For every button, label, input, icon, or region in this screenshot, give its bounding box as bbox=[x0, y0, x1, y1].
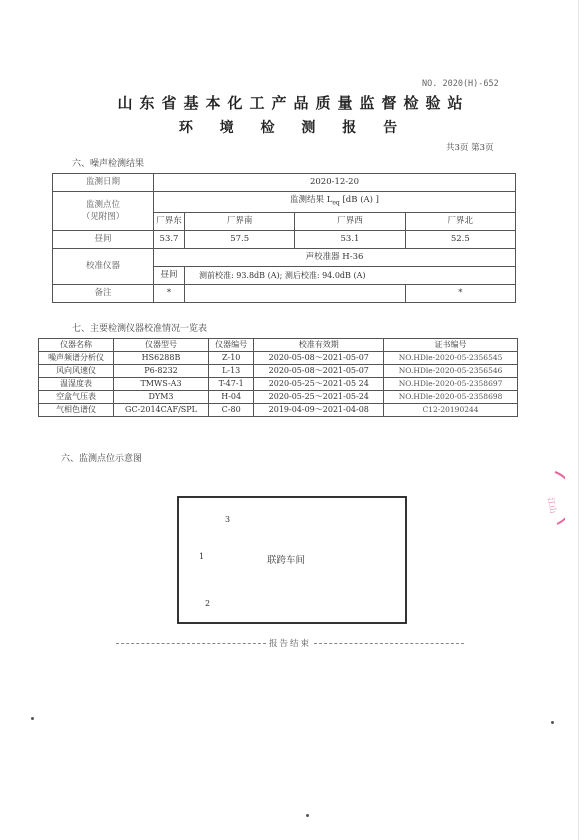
noise-section-title: 六、噪声检测结果 bbox=[72, 159, 145, 169]
instrument-name: 噪声频谱分析仪 bbox=[39, 352, 114, 365]
instrument-model: GC-2014CAF/SPL bbox=[114, 404, 209, 417]
remark-label: 备注 bbox=[53, 284, 154, 302]
seal-arc bbox=[555, 472, 565, 524]
end-dash-left bbox=[116, 643, 266, 644]
institution-name: 山东省基本化工产品质量监督检验站 bbox=[117, 94, 470, 112]
daytime-value: 53.7 bbox=[154, 230, 185, 248]
valid-period: 2019-04-09～2021-04-08 bbox=[254, 404, 384, 417]
valid-period: 2020-05-08～2021-05-07 bbox=[254, 352, 384, 365]
result-unit: [dB (A) ] bbox=[342, 195, 379, 205]
valid-period: 2020-05-08～2021-05-07 bbox=[254, 365, 384, 378]
noise-results-table bbox=[52, 173, 516, 303]
report-end-text: 报告结束 bbox=[268, 639, 311, 649]
instrument-id: L-13 bbox=[208, 365, 254, 378]
column-header: 仪器名称 bbox=[39, 339, 114, 352]
certificate-number: NO.HDle-2020-05-2358698 bbox=[384, 391, 518, 404]
page-info: 共3页 第3页 bbox=[446, 143, 494, 153]
equipment-table bbox=[38, 338, 518, 417]
scan-speck bbox=[306, 814, 309, 817]
equipment-section-title: 七、主要检测仪器校准情况一览表 bbox=[72, 324, 208, 334]
valid-period: 2020-05-25～2021-05-24 bbox=[254, 391, 384, 404]
point-name: 厂界北 bbox=[405, 212, 515, 230]
instrument-name: 温湿度表 bbox=[39, 378, 114, 391]
instrument-name: 空盒气压表 bbox=[39, 391, 114, 404]
calibration-period: 昼间 bbox=[154, 266, 185, 284]
point-name: 厂界南 bbox=[185, 212, 295, 230]
diagram-section-title: 六、监测点位示意图 bbox=[61, 454, 143, 464]
monitoring-point-3: 3 bbox=[225, 515, 231, 524]
point-name: 厂界西 bbox=[295, 212, 405, 230]
official-seal-stamp bbox=[505, 468, 565, 528]
daytime-label: 昼间 bbox=[53, 230, 154, 248]
point-name: 厂界东 bbox=[154, 212, 185, 230]
table-row bbox=[39, 391, 518, 404]
date-value: 2020-12-20 bbox=[154, 174, 516, 192]
calibrator-name: 声校准器 H-36 bbox=[154, 248, 516, 266]
certificate-number: NO.HDle-2020-05-2356545 bbox=[384, 352, 518, 365]
instrument-model: TMWS-A3 bbox=[114, 378, 209, 391]
instrument-model: P6-8232 bbox=[114, 365, 209, 378]
instrument-id: T-47-1 bbox=[208, 378, 254, 391]
workshop-label: 联跨车间 bbox=[267, 555, 306, 566]
calibration-label: 校准仪器 bbox=[53, 248, 154, 284]
table-row bbox=[53, 192, 516, 213]
report-number: NO. 2020(H)-652 bbox=[422, 79, 499, 89]
column-header: 校准有效期 bbox=[254, 339, 384, 352]
point-label bbox=[53, 192, 154, 231]
column-header: 证书编号 bbox=[384, 339, 518, 352]
table-row bbox=[53, 174, 516, 192]
table-row bbox=[53, 230, 516, 248]
remark-mid bbox=[185, 284, 406, 302]
certificate-number: NO.HDle-2020-05-2356546 bbox=[384, 365, 518, 378]
scan-speck bbox=[551, 721, 554, 724]
instrument-name: 气相色谱仪 bbox=[39, 404, 114, 417]
report-title: 环 境 检 测 报 告 bbox=[178, 120, 409, 136]
table-row bbox=[53, 248, 516, 266]
scan-speck bbox=[31, 717, 34, 720]
calibration-after: 测后校准: 94.0dB (A) bbox=[284, 270, 366, 280]
valid-period: 2020-05-25～2021-05 24 bbox=[254, 378, 384, 391]
daytime-value: 57.5 bbox=[185, 230, 295, 248]
certificate-number: C12-20190244 bbox=[384, 404, 518, 417]
monitoring-point-diagram bbox=[177, 496, 407, 624]
result-header-text: 监测结果 L bbox=[290, 195, 333, 205]
monitoring-point-1: 1 bbox=[199, 552, 205, 561]
remark-left: * bbox=[154, 284, 185, 302]
daytime-value: 52.5 bbox=[405, 230, 515, 248]
instrument-id: Z-10 bbox=[208, 352, 254, 365]
date-label: 监测日期 bbox=[53, 174, 154, 192]
result-header-sub: eq bbox=[332, 199, 340, 207]
result-header bbox=[154, 192, 516, 213]
calibration-before: 测前校准: 93.8dB (A); bbox=[199, 270, 283, 280]
column-header: 仪器编号 bbox=[208, 339, 254, 352]
table-header-row bbox=[39, 339, 518, 352]
end-dash-right bbox=[314, 643, 464, 644]
table-row bbox=[39, 365, 518, 378]
table-row bbox=[39, 378, 518, 391]
certificate-number: NO.HDle-2020-05-2358697 bbox=[384, 378, 518, 391]
point-label-line2: （见附图） bbox=[81, 211, 125, 222]
instrument-id: C-80 bbox=[208, 404, 254, 417]
seal-text: 江山 bbox=[546, 496, 558, 515]
column-header: 仪器型号 bbox=[114, 339, 209, 352]
instrument-name: 风向风速仪 bbox=[39, 365, 114, 378]
table-row bbox=[53, 284, 516, 302]
table-row bbox=[39, 352, 518, 365]
instrument-id: H-04 bbox=[208, 391, 254, 404]
point-label-line1: 监测点位 bbox=[85, 199, 120, 210]
daytime-value: 53.1 bbox=[295, 230, 405, 248]
remark-right: * bbox=[405, 284, 515, 302]
report-end-line bbox=[100, 637, 480, 649]
table-row bbox=[39, 404, 518, 417]
instrument-model: DYM3 bbox=[114, 391, 209, 404]
instrument-model: HS6288B bbox=[114, 352, 209, 365]
calibration-values bbox=[185, 266, 516, 284]
monitoring-point-2: 2 bbox=[205, 599, 211, 608]
